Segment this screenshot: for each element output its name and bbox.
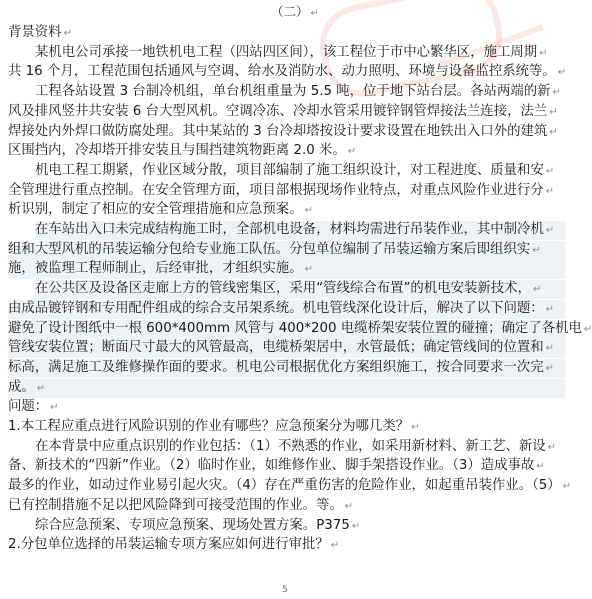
paragraph-mark-icon: ↵ [411,422,420,433]
line-text: 标高，满足施工及维修操作面的要求。机电公司根据优化方案组织施工，按合同要求一次完 [8,359,544,375]
line-text: 已有控制措施不足以把风险降到可接受范围的作业。等。 [8,497,343,513]
line-text: 在本背景中应重点识别的作业包括：（1）不熟悉的作业，如采用新材料、新工艺、新设 [35,438,546,454]
text-line [8,418,420,437]
paragraph-mark-icon: ↵ [545,343,555,355]
line-text: 成。 [8,379,35,395]
text-line [35,83,561,102]
text-line [35,221,565,240]
paragraph-mark-icon: ↵ [330,540,340,552]
text-line [8,379,565,398]
paragraph-mark-icon: ↵ [557,67,567,79]
line-text: 背景资料 [8,25,62,40]
text-line [8,359,565,378]
text-line [35,162,554,181]
text-line [35,517,360,536]
text-line [8,201,313,220]
paragraph-mark-icon: ↵ [549,126,558,138]
line-text: 备、新技术的“四新”作业。（2）临时作业，如维修作业、脚手架搭设作业。（3）造成事故 [8,458,535,474]
paragraph-mark-icon: ↵ [36,382,46,394]
paragraph-mark-icon: ↵ [545,303,555,315]
line-text: 机电工程工期紧，作业区域分散，项目部编制了施工组织设计，对工程进度、质量和安 [35,162,544,178]
text-line [8,24,72,43]
line-text: 风及排风竖井共安装 6 台大型风机。空调冷冻、冷却水管采用镀锌钢管焊接法兰连接，法兰 [8,103,548,119]
line-text: 析识别，制定了相应的安全管理措施和应急预案。 [8,202,303,218]
paragraph-mark-icon: ↵ [532,244,541,256]
text-line [8,497,353,516]
line-text: 在车站出入口未完成结构施工时，全部机电设备，材料均需进行吊装作业，其中制冷机 [35,222,544,237]
paragraph-mark-icon: ↵ [63,28,72,39]
section-header: （二） ↵ [271,4,319,19]
line-text: 全管理进行重点控制。在安全管理方面，项目部根据现场作业特点，对重点风险作业进行分 [8,182,544,198]
line-text: 区围挡内，冷却塔开排安装且与围挡建筑物距离 2.0 米。 [8,143,346,159]
text-line [8,103,558,122]
line-text: 某机电公司承接一地铁机电工程（四站四区间），该工程位于市中心繁华区，施工周期 [35,44,538,60]
line-text: 管线安装位置；断面尺寸最大的风管最高，电缆桥架居中，水管最低；确定管线间的位置和 [8,340,544,356]
line-text: 施，被监理工程师制止，后经审批，才组织实施。 [8,261,303,277]
text-line [35,438,556,457]
paragraph-mark-icon: ↵ [547,441,557,453]
line-text: 焊接处内外焊口做防腐处理。其中某站的 3 台冷却塔按设计要求设置在地铁出入口外的建筑 [8,123,548,139]
text-line [8,536,339,555]
text-line [8,182,554,201]
paragraph-mark-icon: ↵ [583,323,592,335]
text-line [8,339,565,358]
line-text: 2.分包单位选择的吊装运输专项方案应如何进行审批？ [8,537,329,553]
paragraph-mark-icon: ↵ [562,481,572,493]
line-text: 1.本工程应重点进行风险识别的作业有哪些？应急预案分为哪几类？ [8,419,410,434]
paragraph-mark-icon: ↵ [351,520,361,532]
paragraph-mark-icon: ↵ [536,461,545,473]
text-line [8,457,545,476]
page-number: 5 [282,585,288,595]
paragraph-mark-icon: ↵ [545,362,555,374]
paragraph-mark-icon: ↵ [344,500,354,512]
line-text: 问题： [8,399,49,415]
line-text: 最多的作业，如动过作业易引起火灾。（4）存在严重伤害的危险作业，如起重吊装作业。（5） [8,478,561,494]
line-text: 共 16 个月，工程范围包括通风与空调、给水及消防水、动力照明、环境与设备监控系统等。 [8,64,556,80]
line-text: 由成品镀锌钢和专用配件组成的综合支吊架系统。机电管线深化设计后，解决了以下问题： [8,300,544,316]
text-line [35,44,548,63]
line-text: 组和大型风机的吊装运输分包给专业施工队伍。分包单位编制了吊装运输方案后即组织实 [8,241,531,257]
paragraph-mark-icon: ↵ [545,165,555,177]
paragraph-mark-icon: ↵ [549,106,558,118]
text-line [8,398,59,417]
line-text: 在公共区及设备区走廊上方的管线密集区，采用“管线综合布置”的机电安装新技术， [35,281,531,297]
text-line [8,477,571,496]
text-line [8,300,565,319]
text-line [8,320,592,339]
text-line [8,241,565,260]
paragraph-mark-icon: ↵ [347,146,357,158]
paragraph-mark-icon: ↵ [532,284,542,296]
line-text: 工程各站设置 3 台制冷机组，单台机组重量为 5.5 吨，位于地下站台层。各站两端的新 [35,84,551,100]
text-line [8,260,565,279]
paragraph-mark-icon: ↵ [304,264,313,276]
line-text: 综合应急预案、专项应急预案、现场处置方案。P375 [35,517,350,533]
paragraph-mark-icon: ↵ [304,205,313,217]
paragraph-mark-icon: ↵ [552,87,561,99]
paragraph-mark-icon: ↵ [545,225,555,236]
text-line [8,63,566,82]
text-line [8,142,356,161]
text-line [35,280,565,299]
line-text: 避免了设计图纸中一根 600*400mm 风管与 400*200 电缆桥架安装位置的碰撞；确定了各机电 [8,320,582,336]
paragraph-mark-icon: ↵ [539,47,548,59]
text-line [8,123,558,142]
paragraph-mark-icon: ↵ [545,185,555,197]
paragraph-mark-icon: ↵ [50,402,59,414]
